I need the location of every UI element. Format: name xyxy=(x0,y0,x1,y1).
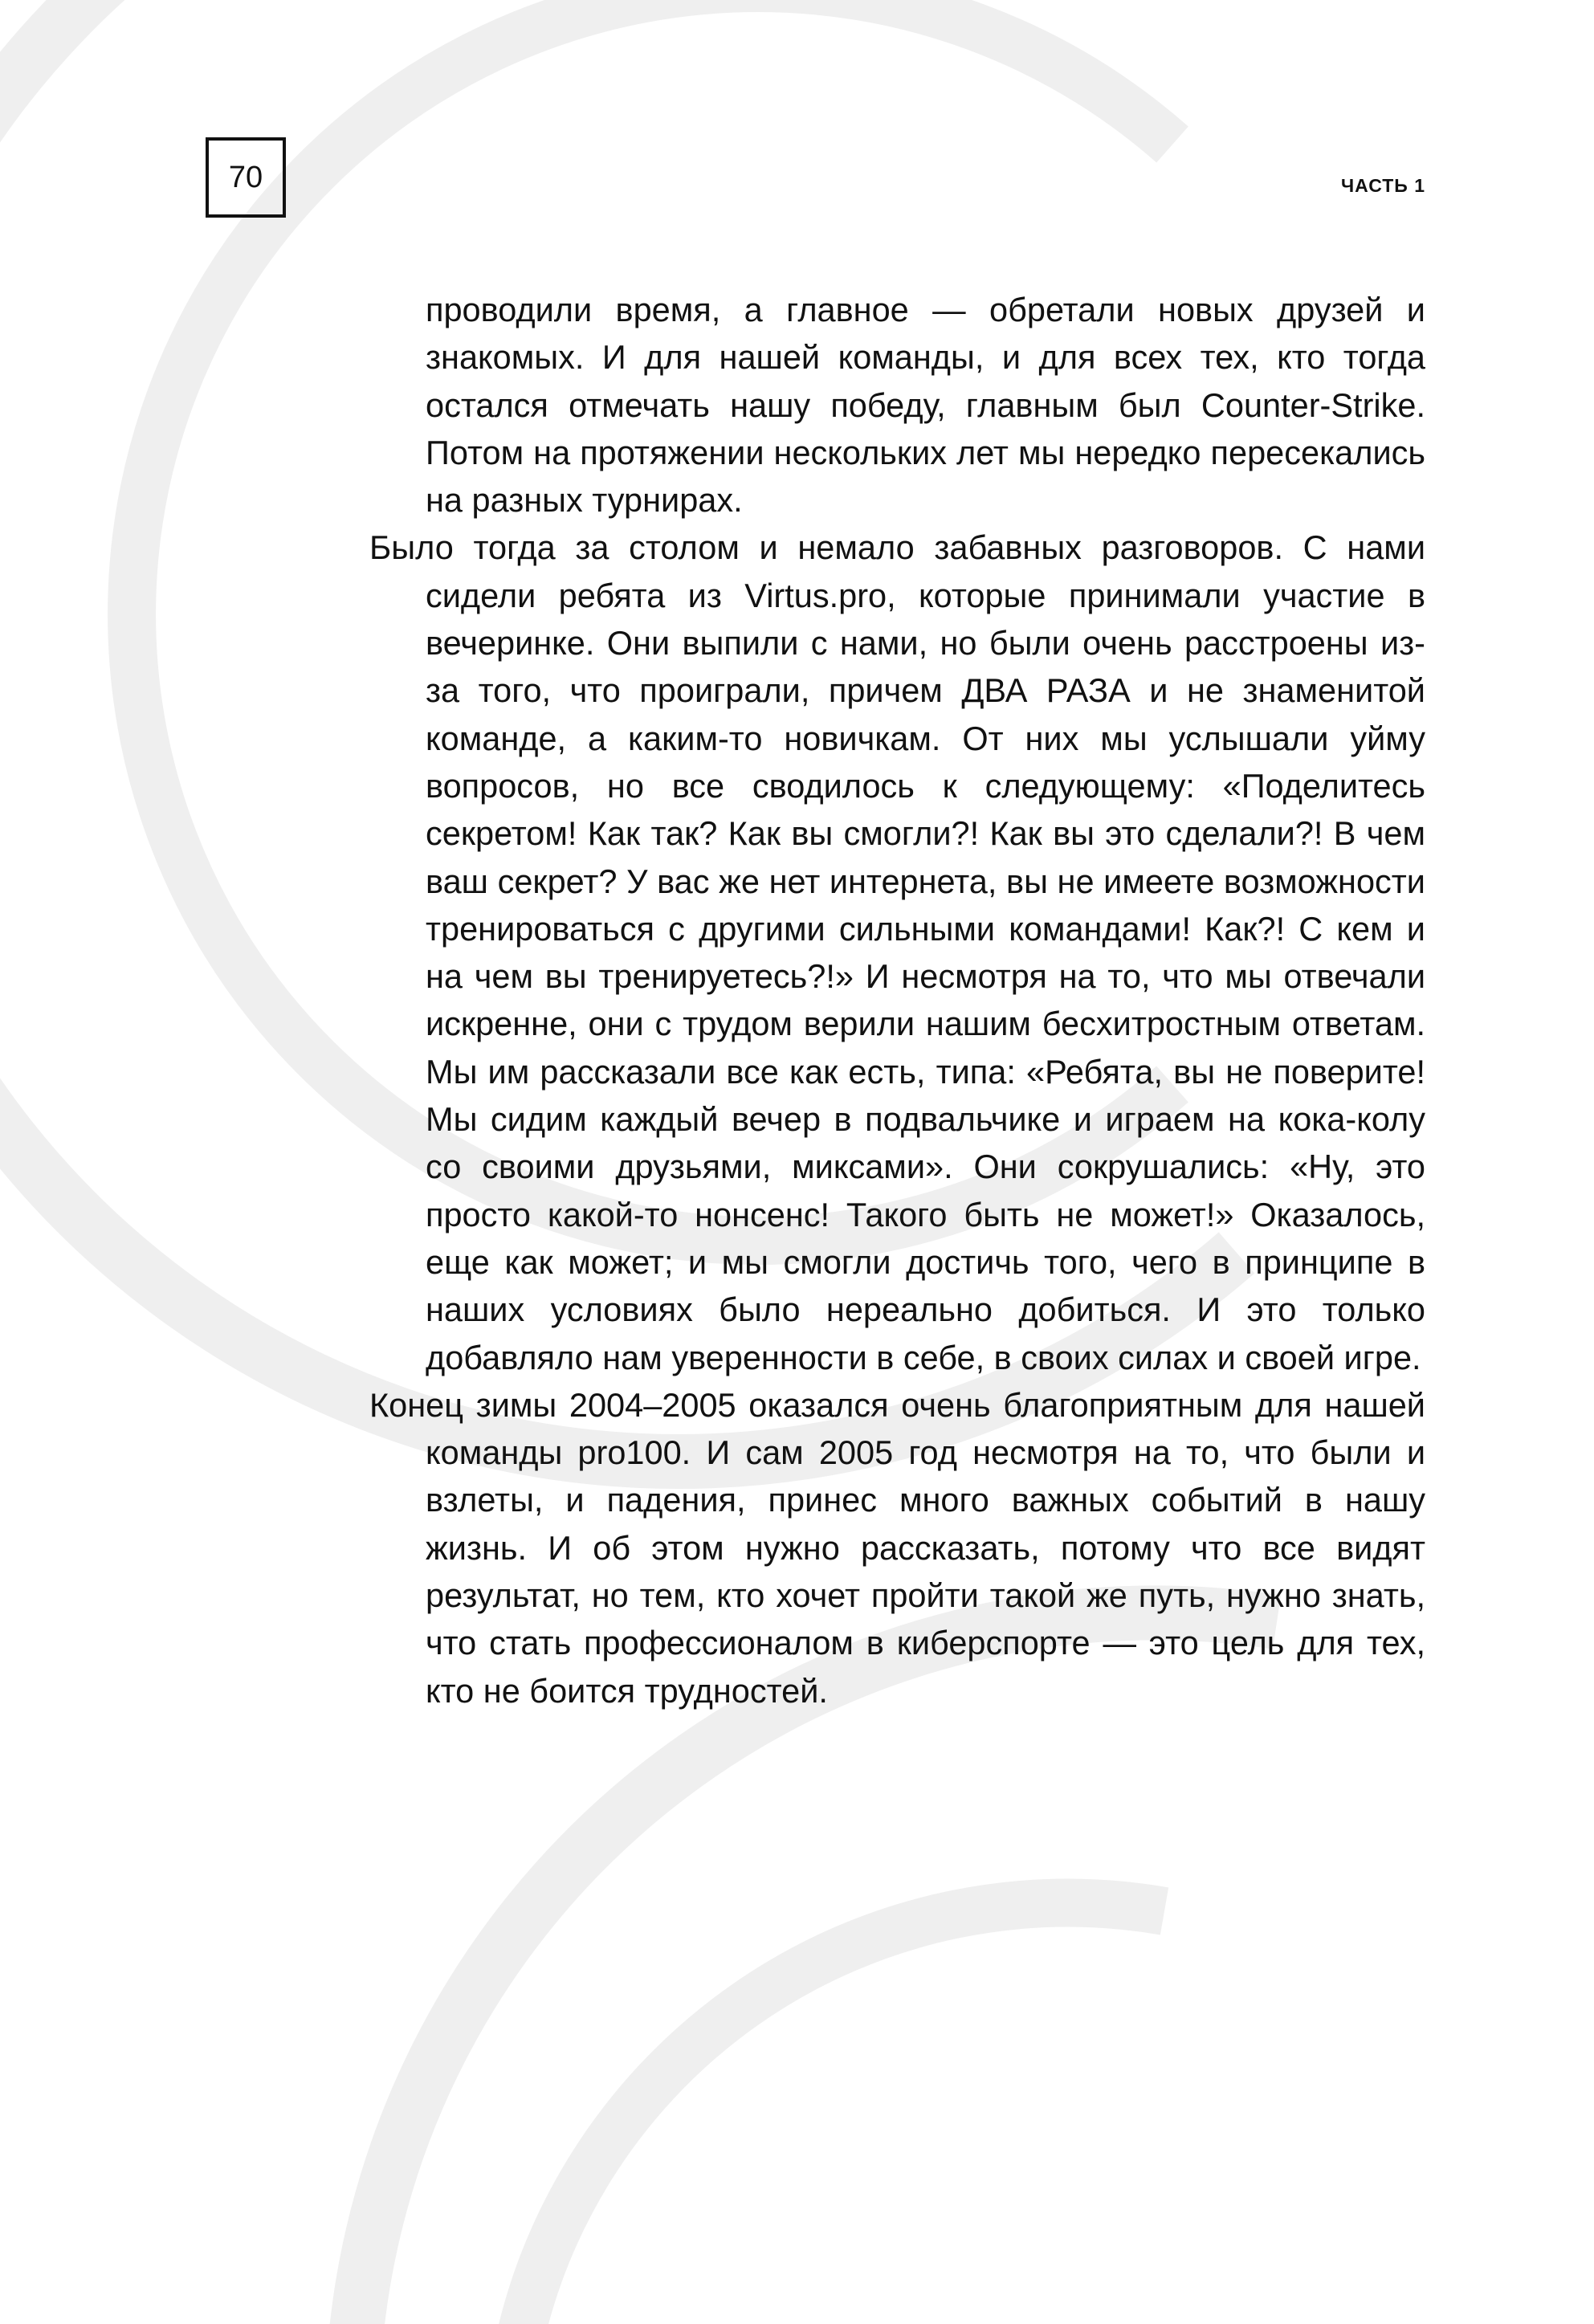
page-number xyxy=(206,137,286,218)
paragraph-3: Конец зимы 2004–2005 оказался очень благоприятным для нашей команды pro100. И сам 2005 год несмотря на то, что были и взлеты, и падения, принес много важных событий в нашу жизнь. И об этом нужно рассказать, потому что все видят результат, но тем, кто хочет пройти такой же путь, нужно знать, что стать профессионалом в киберспорте — это цель для тех, кто не боится трудностей. xyxy=(369,1385,1425,1710)
page-number-text: 70 xyxy=(228,160,263,194)
running-header: ЧАСТЬ 1 xyxy=(1341,175,1425,196)
watermark-arc-lower-inner xyxy=(514,1903,1164,2324)
paragraph-1: проводили время, а главное — обретали новых друзей и знакомых. И для нашей команды, и для всех тех, кто тогда остался отмечать нашу победу, главным был Counter-Strike. Потом на протяжении нескольких лет мы нередко пересекались на разных турнирах. xyxy=(426,291,1425,520)
body-text xyxy=(369,286,1425,1714)
watermark-arc-lower-outer xyxy=(353,1613,1277,2324)
paragraph-2: Было тогда за столом и немало забавных разговоров. С нами сидели ребята из Virtus.pro, которые принимали участие в вечеринке. Они выпили с нами, но были очень расстроены из-за того, что проиграли, причем ДВА РАЗА и не знаменитой команде, а каким-то новичкам. От них мы услышали уйму вопросов, но все сводилось к следующему: «Поделитесь секретом! Как так? Как вы смогли?! Как вы это сделали?! В чем ваш секрет? У вас же нет интернета, вы не имеете возможности тренироваться с другими сильными командами! Как?! С кем и на чем вы тренируетесь?!» И несмотря на то, что мы отвечали искренне, они с трудом верили нашим бесхитростным ответам. Мы им рассказали все как есть, типа: «Ребята, вы не поверите! Мы сидим каждый вечер в подвальчике и играем на кока-колу со своими друзьями, миксами». Они сокрушались: «Ну, это просто какой-то нонсенс! Такого быть не может!» Оказалось, еще как может; и мы смогли достичь того, чего в принципе в наших условиях было нереально добиться. И это только добавляло нам уверенности в себе, в своих силах и своей игре. xyxy=(369,528,1425,1376)
